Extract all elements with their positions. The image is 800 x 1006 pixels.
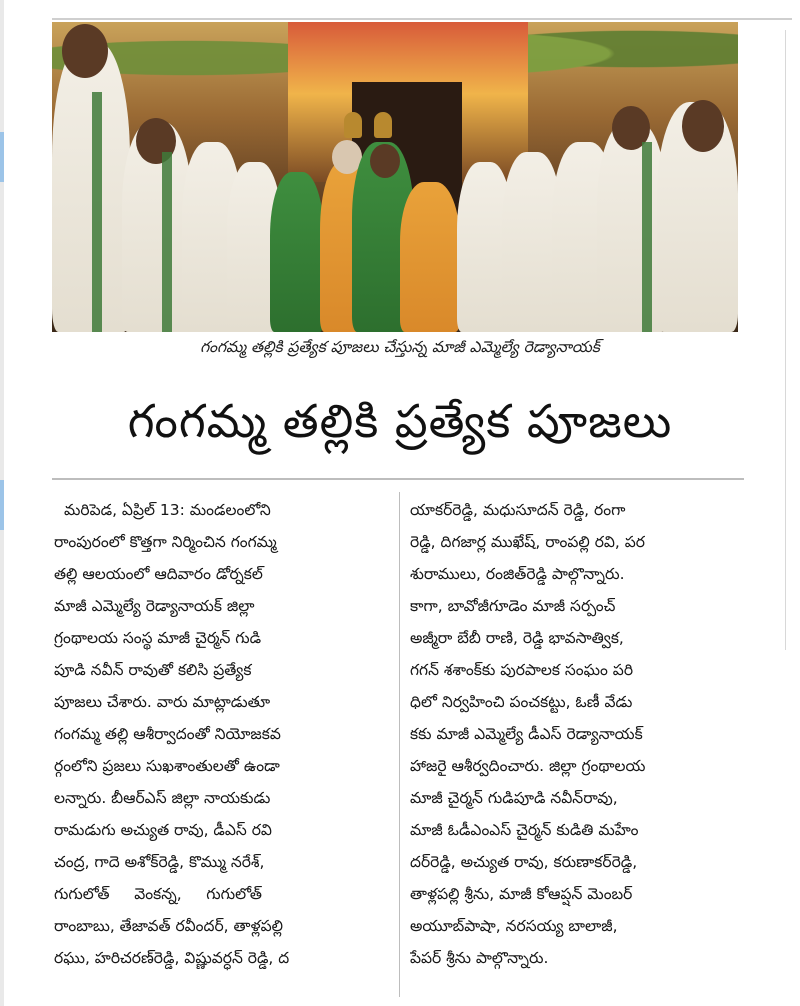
edge-mark <box>0 132 4 182</box>
shawl <box>92 92 102 332</box>
article-line: శురాములు, రంజిత్‌రెడ్డి పాల్గొన్నారు. <box>410 565 625 583</box>
article-line: కాగా, బావోజీగూడెం మాజీ సర్పంచ్ <box>410 597 616 615</box>
article-line: మరిపెడ, ఏప్రిల్ 13: మండలంలోని <box>64 501 271 519</box>
person-head <box>62 24 108 78</box>
person <box>270 172 324 332</box>
column-divider <box>399 492 400 997</box>
person <box>400 182 460 332</box>
bell-icon <box>344 112 362 138</box>
article-line: తాళ్లపల్లి శ్రీను, మాజీ కోఆప్షన్ మెంబర్ <box>410 885 633 903</box>
article-line: రాంపురంలో కొత్తగా నిర్మించిన గంగమ్మ <box>54 533 277 551</box>
article-line: చంద్ర, గాదె అశోక్‌రెడ్డి, కొమ్ము నరేశ్, <box>54 853 265 871</box>
bell-icon <box>374 112 392 138</box>
article-line: గంగమ్మ తల్లి ఆశీర్వాదంతో నియోజకవ <box>54 725 281 743</box>
article-line: లన్నారు. బీఆర్ఎస్ జిల్లా నాయకుడు <box>54 789 271 807</box>
article-line: కకు మాజీ ఎమ్మెల్యే డీఎస్ రెడ్యానాయక్ <box>410 725 643 743</box>
article-line: పూజలు చేశారు. వారు మాట్లాడుతూ <box>54 693 271 711</box>
photo-caption: గంగమ్మ తల్లికి ప్రత్యేక పూజలు చేస్తున్న మాజీ ఎమ్మెల్యే రెడ్యానాయక్ <box>200 338 600 356</box>
article-line: రెడ్డి, దిగజార్ల ముఖేష్, రాంపల్లి రవి, పర <box>410 533 645 551</box>
article-line: గగన్ శశాంక్‌కు పురపాలక సంఘం పరి <box>410 661 634 679</box>
article-line: రఘు, హరిచరణ్‌రెడ్డి, విష్ణువర్ధన్ రెడ్డి, ద <box>54 949 290 967</box>
article-line: తల్లి ఆలయంలో ఆదివారం డోర్నకల్ <box>54 565 263 583</box>
article-column-2 <box>410 494 740 974</box>
article-line: పేపర్ శ్రీను పాల్గొన్నారు. <box>410 949 549 967</box>
top-rule <box>52 18 792 20</box>
article-line: గుగులోత్ వెంకన్న, గుగులోత్ <box>54 885 262 903</box>
article-line: ధిలో నిర్వహించి పంచకట్టు, ఓణీ వేడు <box>410 693 633 711</box>
article-line: పూడి నవీన్ రావుతో కలిసి ప్రత్యేక <box>54 661 252 679</box>
article-line: అజ్మీరా బేబీ రాణి, రెడ్డి భావసాత్విక, <box>410 629 624 647</box>
article-line: యాకర్‌రెడ్డి, మధుసూదన్ రెడ్డి, రంగా <box>410 501 626 519</box>
article-line: మాజీ ఓడీఎంఎస్ చైర్మన్ కుడితి మహేం <box>410 821 639 839</box>
article-line: అయూబ్‌పాషా, నరసయ్య బాలాజీ, <box>410 917 618 935</box>
shawl <box>642 142 652 332</box>
person <box>52 42 130 332</box>
person-head <box>370 144 400 178</box>
article-line: హాజరై ఆశీర్వదించారు. జిల్లా గ్రంథాలయ <box>410 757 646 775</box>
article-line: గ్రంథాలయ సంస్థ మాజీ చైర్మన్ గుడి <box>54 629 262 647</box>
article-line: మాజీ ఎమ్మెల్యే రెడ్యానాయక్ జిల్లా <box>54 597 255 615</box>
headline: గంగమ్మ తల్లికి ప్రత్యేక పూజలు <box>127 394 673 448</box>
article-line: దర్‌రెడ్డి, అచ్యుత రావు, కరుణాకర్‌రెడ్డి, <box>410 853 638 871</box>
column-top-rule <box>52 478 744 480</box>
news-photo <box>52 22 738 332</box>
article-line: మాజీ చైర్మన్ గుడిపూడి నవీన్‌రావు, <box>410 789 618 807</box>
article-line: ర్గంలోని ప్రజలు సుఖశాంతులతో ఉండా <box>54 757 280 775</box>
person-head <box>682 100 724 152</box>
shawl <box>162 152 172 332</box>
article-line: రామడుగు అచ్యుత రావు, డీఎస్ రవి <box>54 821 272 839</box>
edge-mark <box>0 480 4 530</box>
article-column-1 <box>54 494 389 974</box>
article-line: రాంబాబు, తేజావత్ రవీందర్, తాళ్లపల్లి <box>54 917 284 935</box>
